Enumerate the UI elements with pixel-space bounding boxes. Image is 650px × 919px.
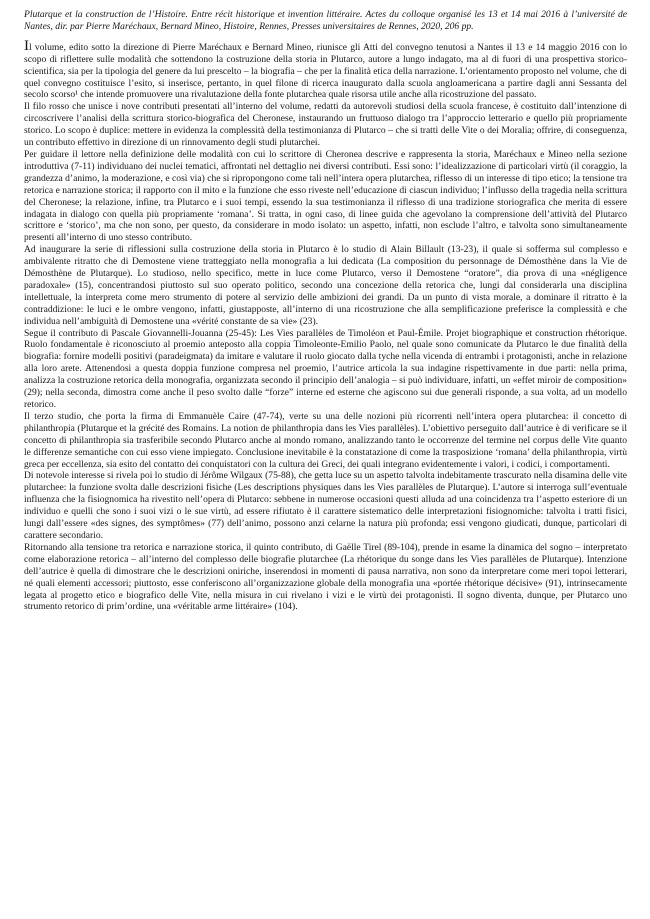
paragraph-billault: Ad inaugurare la serie di riflessioni sulla costruzione della storia in Plutarco è lo studio di Alain Billault (13-23), il quale si sofferma sul complesso e ambivalente ritratto che di Demostene viene tratteggiato nella monografia a lui dedicata (La composition du personnage de Démosthène dans la Vie de Démosthène de Plutarque). Lo studioso, nello specifico, mette in luce come Plutarco, verso il Demostene “oratore”, dia prova di una «négligence paradoxale» (15), concentrandosi piuttosto sul suo operato politico, secondo una concezione della retorica che, lungi dal considerarla una disciplina intellettuale, la interpreta come mero strumento di potere al servizio delle ambizioni dei grandi. Da un punto di vista morale, a dominare il ritratto è la contraddizione: le luci e le ombre vengono, infatti, giustapposte, all’interno di una ricostruzione che alla semplificazione preferisce la complessità e che individua nell’ambiguità di Demostene una «vérité constante de sa vie» (23). bbox=[24, 244, 627, 327]
review-body bbox=[24, 37, 627, 614]
paragraph-common-thread: Il filo rosso che unisce i nove contributi presentati all’interno del volume, redatti da autorevoli studiosi della scuola francese, è costituito dall’intenzione di circoscrivere l’analisi della scrittura storico-biografica del Cheronese, instaurando un fruttuoso dialogo tra l’approccio letterario e quello più propriamente storico. Lo scopo è duplice: mettere in evidenza la complessità della testimonianza di Plutarco – che si tratti delle Vite o dei Moralia; offrire, di conseguenza, un contributo effettivo in direzione di un rinnovamento degli studi plutarchei. bbox=[24, 101, 627, 149]
paragraph-tirel: Ritornando alla tensione tra retorica e narrazione storica, il quinto contributo, di Gaëlle Tirel (89-104), prende in esame la dinamica del sogno – interpretato come elaborazione retorica – all’interno del complesso delle biografie plutarchee (La rhétorique du songe dans les Vies parallèles de Plutarque). Intenzione dell’autrice è quella di dimostrare che le descrizioni oniriche, inserendosi in momenti di pausa narrativa, non sono da interpretare come meri topoi letterari, né quali elementi accessori; piuttosto, esse conferiscono all’organizzazione globale della monografia una «portée rhétorique décisive» (91), intrinsecamente legata al progetto etico e biografico delle Vite, nella misura in cui rivelano i vizi e le virtù dei protagonisti. Il sogno diventa, dunque, per Plutarco uno strumento retorico di prim’ordine, una «véritable arme littéraire» (104). bbox=[24, 541, 627, 613]
paragraph-caire: Il terzo studio, che porta la firma di Emmanuèle Caire (47-74), verte su una delle nozioni più ricorrenti nell’intera opera plutarchea: il concetto di philanthropia (Plutarque et la grécité des Romains. La notion de philanthropia dans les Vies parallèles). L’obiettivo perseguito dall’autrice è di verificare se il concetto di philanthropia sia trasferibile secondo Plutarco anche al mondo romano, analizzando tanto le occorrenze del termine nel corpus delle Vite quanto le differenze semantiche con cui esso viene impiegato. Conclusione inevitabile è la constatazione di come la trasposizione ‘romana’ della philanthropia, virtù greca per eccellenza, sia esito del contatto dei conquistatori con la cultura dei Greci, dei quali integrano evidentemente i valori, i codici, i comportamenti. bbox=[24, 410, 627, 470]
paragraph-wilgaux: Di notevole interesse si rivela poi lo studio di Jérôme Wilgaux (75-88), che getta luce su un aspetto talvolta indebitamente trascurato nella disamina delle vite plutarchee: la funzione svolta dalle descrizioni fisiche (Les descriptions physiques dans les Vies parallèles de Plutarque). L’autore si interroga sull’eventuale influenza che la fisiognomica ha rivestito nell’opera di Plutarco: sebbene in numerose occasioni questi alluda ad una coincidenza tra l’aspetto esteriore di un individuo e quelli che sono i suoi vizi o le sue virtù, ad essere rifiutato è il carattere sistematico delle interpretazioni fisiognomiche: talvolta i tratti fisici, lungi dall’essere «des signes, des symptômes» (77) dell’animo, possono anzi celarne la natura più profonda; essi vengono giudicati, dunque, particolari di carattere secondario. bbox=[24, 470, 627, 541]
paragraph-giovannelli-jouanna: Segue il contributo di Pascale Giovannelli-Jouanna (25-45): Les Vies parallèles de Timoléon et Paul-Émile. Projet biographique et construction rhétorique. Ruolo fondamentale è riconosciuto al proemio anteposto alla coppia Timoleonte-Emilio Paolo, nel quale sono comunicate da Plutarco le due finalità della biografia: fornire modelli positivi (paradeigmata) da imitare e valutare il ruolo giocato dalla tyche nella vicenda di entrambi i protagonisti, anche in relazione alla loro arete. Attenendosi a questa doppia funzione compresa nel proemio, l’autrice articola la sua indagine rispettivamente in due parti: nella prima, analizza la costruzione retorica della monografia, organizzata secondo il principio dell’analogia – si può individuare, infatti, un «effet miroir de composition» (29); nella seconda, dimostra come anche il peso svolto dalle “forze” interne ed esterne che agiscono sui due generali risponde, a sua volta, ad un modello retorico. bbox=[24, 327, 627, 410]
book-citation: Plutarque et la construction de l’Histoire. Entre récit historique et invention littéraire. Actes du colloque organisé les 13 et 14 mai 2016 à l’université de Nantes, dir. par Pierre Maréchaux, Bernard Mineo, Histoire, Rennes, Presses universitaires de Rennes, 2020, 206 pp. bbox=[24, 9, 627, 32]
paragraph-thematic-nuclei: Per guidare il lettore nella definizione delle modalità con cui lo scrittore di Cheronea descrive e rappresenta la storia, Maréchaux e Mineo nella sezione introduttiva (7-11) individuano dei nuclei tematici, affrontati nel dettaglio nei diversi contributi. Essi sono: l’idealizzazione di particolari virtù (il coraggio, la grandezza d’animo, la moderazione, e così via) che si ripropongono come tali nell’intera opera plutarchea, riflesso di un interesse di tipo etico; la tensione tra retorica e narrazione storica; il rapporto con il mito e la funzione che esso riveste nell’educazione di ciascun individuo; l’influsso della tragedia nella scrittura del Cheronese; la relazione, infine, tra Plutarco e i suoi tempi, essendo la sua testimonianza il riflesso di una tradizione storiografica che merita di essere indagata in dialogo con quella più propriamente ‘romana’. Si tratta, in ogni caso, di linee guida che agevolano la comprensione dell’attività del Plutarco scrittore e ‘storico’, ma che non sono, per questo, da considerare in modo isolato: un aspetto, infatti, non esclude l’altro, e talvolta sono simultaneamente presenti all’interno di uno stesso contributo. bbox=[24, 148, 627, 244]
paragraph-intro: Il volume, edito sotto la direzione di Pierre Maréchaux e Bernard Mineo, riunisce gli Atti del convegno tenutosi a Nantes il 13 e 14 maggio 2016 con lo scopo di riflettere sulle modalità che sottendono la costruzione della storia in Plutarco, autore a lungo indagato, ma al di fuori di una prospettiva storico-scientifica, sia per la tipologia del genere da lui prescelto – la biografia – che per la finalità etica della narrazione. L’orientamento proposto nel volume, che di quel convegno costituisce l’esito, si inserisce, pertanto, in quel filone di ricerca inaugurato dalla scuola angloamericana a partire dagli anni Sessanta del secolo scorso¹ che intende promuovere una rivalutazione della fonte plutarchea quale risorsa utile anche alla ricostruzione del passato. bbox=[24, 37, 627, 101]
